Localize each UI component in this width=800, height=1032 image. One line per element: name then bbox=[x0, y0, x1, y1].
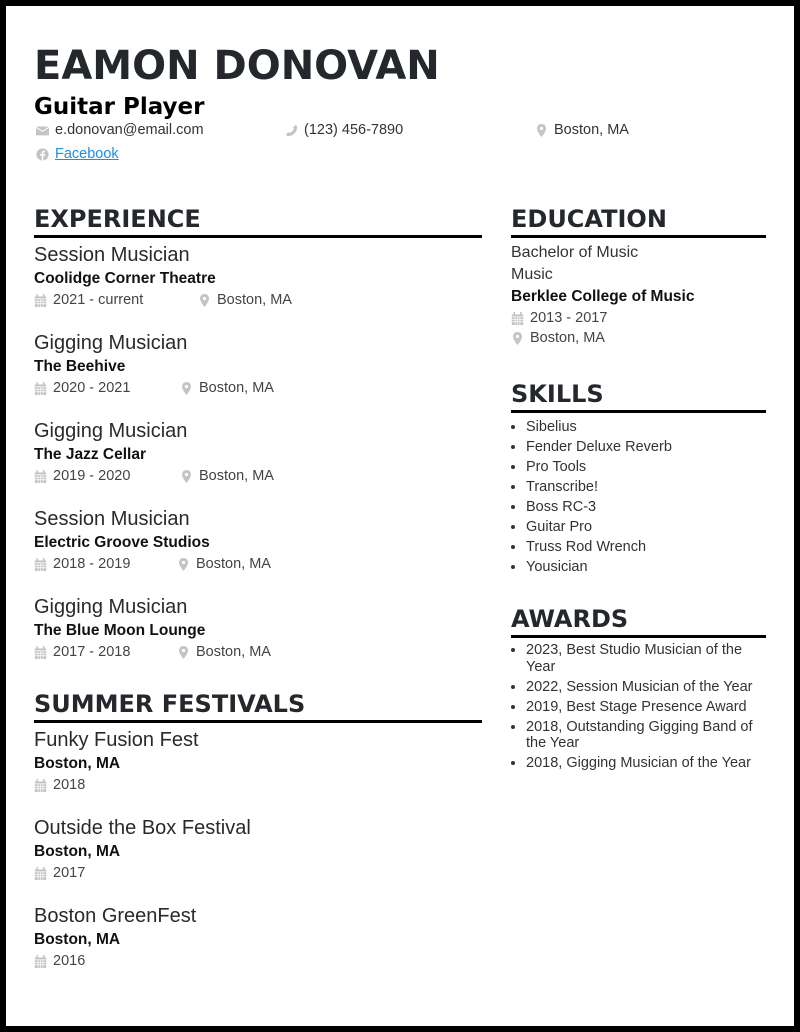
envelope-icon bbox=[36, 124, 49, 137]
organization: The Beehive bbox=[34, 358, 126, 375]
facebook-icon bbox=[36, 148, 49, 161]
map-pin-icon bbox=[198, 294, 211, 307]
awards-heading: AWARDS bbox=[511, 603, 766, 638]
role-title: Gigging Musician bbox=[34, 420, 188, 442]
calendar-icon bbox=[34, 646, 47, 659]
contact-phone bbox=[285, 122, 403, 138]
resume-page bbox=[6, 6, 794, 1026]
festival-item bbox=[34, 903, 482, 971]
job-title: Guitar Player bbox=[34, 94, 205, 120]
festival-name: Outside the Box Festival bbox=[34, 817, 251, 839]
entry-meta bbox=[34, 775, 482, 795]
left-column bbox=[34, 203, 482, 991]
contact-email bbox=[36, 122, 204, 138]
dates-text: 2018 - 2019 bbox=[53, 556, 131, 572]
phone-icon bbox=[285, 124, 298, 137]
award-item: • 2019, Best Stage Presence Award bbox=[526, 699, 766, 716]
contact-location bbox=[535, 122, 629, 138]
entry-location bbox=[198, 290, 292, 310]
field-of-study: Music bbox=[511, 266, 553, 283]
skill-item: • Boss RC-3 bbox=[526, 497, 766, 517]
location-text: Boston, MA bbox=[530, 330, 605, 346]
skill-item: • Pro Tools bbox=[526, 457, 766, 477]
festivals-list bbox=[34, 727, 482, 971]
location-text: Boston, MA bbox=[196, 644, 271, 660]
entry-location bbox=[180, 378, 274, 398]
entry-meta bbox=[34, 863, 482, 883]
experience-item bbox=[34, 418, 482, 486]
calendar-icon bbox=[34, 382, 47, 395]
entry-location bbox=[177, 554, 271, 574]
degree: Bachelor of Music bbox=[511, 244, 639, 261]
entry-location bbox=[180, 466, 274, 486]
role-title: Gigging Musician bbox=[34, 332, 188, 354]
festival-year bbox=[34, 775, 85, 795]
calendar-icon bbox=[511, 312, 524, 325]
entry-meta bbox=[34, 554, 482, 574]
organization: Coolidge Corner Theatre bbox=[34, 270, 216, 287]
award-item: • 2023, Best Studio Musician of the Year bbox=[526, 642, 766, 675]
dates-text: 2020 - 2021 bbox=[53, 380, 131, 396]
date-range bbox=[34, 290, 198, 310]
map-pin-icon bbox=[180, 470, 193, 483]
skill-item: • Truss Rod Wrench bbox=[526, 537, 766, 557]
organization: Electric Groove Studios bbox=[34, 534, 210, 551]
skill-item: • Sibelius bbox=[526, 417, 766, 437]
calendar-icon bbox=[34, 779, 47, 792]
date-range bbox=[34, 466, 180, 486]
date-range bbox=[511, 308, 607, 328]
experience-item bbox=[34, 242, 482, 310]
calendar-icon bbox=[34, 470, 47, 483]
date-range bbox=[34, 554, 177, 574]
year-text: 2016 bbox=[53, 953, 86, 969]
education-location bbox=[511, 328, 766, 348]
festival-year bbox=[34, 863, 85, 883]
location-text: Boston, MA bbox=[196, 556, 271, 572]
skills-list bbox=[511, 417, 766, 577]
festival-location: Boston, MA bbox=[34, 843, 121, 860]
skill-item: • Guitar Pro bbox=[526, 517, 766, 537]
calendar-icon bbox=[34, 955, 47, 968]
map-pin-icon bbox=[180, 382, 193, 395]
role-title: Gigging Musician bbox=[34, 596, 188, 618]
festival-location: Boston, MA bbox=[34, 755, 121, 772]
location-text: Boston, MA bbox=[217, 292, 292, 308]
festival-item bbox=[34, 815, 482, 883]
date-range bbox=[34, 642, 177, 662]
festival-name: Funky Fusion Fest bbox=[34, 729, 199, 751]
entry-meta bbox=[34, 290, 482, 310]
location-text: Boston, MA bbox=[199, 380, 274, 396]
experience-item bbox=[34, 506, 482, 574]
right-column bbox=[511, 203, 766, 775]
map-pin-icon bbox=[511, 332, 524, 345]
organization: The Blue Moon Lounge bbox=[34, 622, 206, 639]
entry-location bbox=[177, 642, 271, 662]
experience-heading: EXPERIENCE bbox=[34, 203, 482, 238]
dates-text: 2013 - 2017 bbox=[530, 310, 608, 326]
festival-item bbox=[34, 727, 482, 795]
email-text: e.donovan@email.com bbox=[55, 122, 204, 138]
year-text: 2018 bbox=[53, 777, 86, 793]
organization: The Jazz Cellar bbox=[34, 446, 146, 463]
calendar-icon bbox=[34, 294, 47, 307]
award-item: • 2022, Session Musician of the Year bbox=[526, 679, 766, 696]
date-range bbox=[34, 378, 180, 398]
year-text: 2017 bbox=[53, 865, 86, 881]
location-text: Boston, MA bbox=[199, 468, 274, 484]
location-text: Boston, MA bbox=[554, 122, 629, 138]
skill-item: • Transcribe! bbox=[526, 477, 766, 497]
dates-text: 2021 - current bbox=[53, 292, 144, 308]
calendar-icon bbox=[34, 867, 47, 880]
awards-list bbox=[511, 642, 766, 772]
dates-text: 2019 - 2020 bbox=[53, 468, 131, 484]
dates-text: 2017 - 2018 bbox=[53, 644, 131, 660]
facebook-link[interactable]: Facebook bbox=[55, 146, 119, 162]
candidate-name: EAMON DONOVAN bbox=[34, 43, 440, 89]
festival-location: Boston, MA bbox=[34, 931, 121, 948]
contact-social bbox=[36, 146, 119, 162]
entry-meta bbox=[34, 378, 482, 398]
experience-item bbox=[34, 330, 482, 398]
phone-text: (123) 456-7890 bbox=[304, 122, 404, 138]
festivals-heading: SUMMER FESTIVALS bbox=[34, 688, 482, 723]
skills-heading: SKILLS bbox=[511, 378, 766, 413]
role-title: Session Musician bbox=[34, 244, 190, 266]
award-item: • 2018, Gigging Musician of the Year bbox=[526, 755, 766, 772]
calendar-icon bbox=[34, 558, 47, 571]
entry-meta bbox=[34, 642, 482, 662]
map-pin-icon bbox=[535, 124, 548, 137]
experience-item bbox=[34, 594, 482, 662]
education-dates bbox=[511, 308, 766, 328]
school-name: Berklee College of Music bbox=[511, 288, 695, 305]
skill-item: • Yousician bbox=[526, 557, 766, 577]
map-pin-icon bbox=[177, 558, 190, 571]
entry-location bbox=[511, 328, 605, 348]
education-heading: EDUCATION bbox=[511, 203, 766, 238]
festival-name: Boston GreenFest bbox=[34, 905, 197, 927]
skill-item: • Fender Deluxe Reverb bbox=[526, 437, 766, 457]
education-entry bbox=[511, 242, 766, 348]
entry-meta bbox=[34, 951, 482, 971]
award-item: • 2018, Outstanding Gigging Band of the Year bbox=[526, 719, 766, 752]
map-pin-icon bbox=[177, 646, 190, 659]
role-title: Session Musician bbox=[34, 508, 190, 530]
entry-meta bbox=[34, 466, 482, 486]
experience-list bbox=[34, 242, 482, 662]
festival-year bbox=[34, 951, 85, 971]
